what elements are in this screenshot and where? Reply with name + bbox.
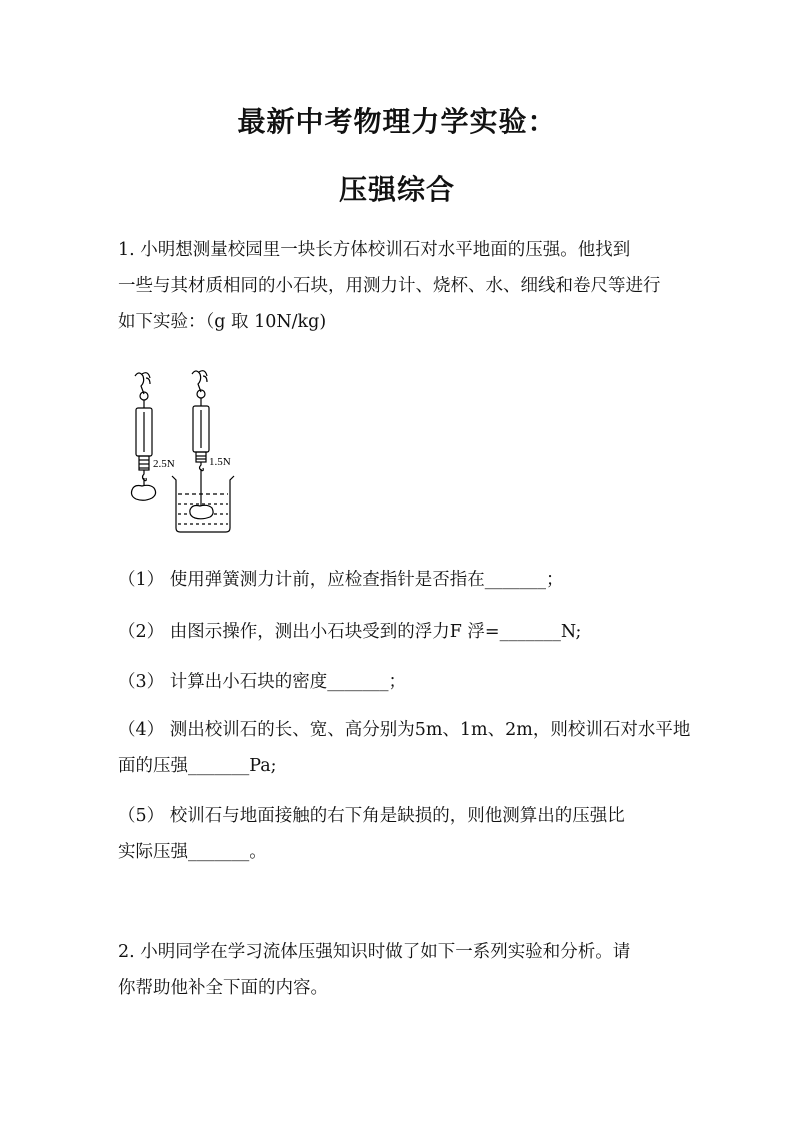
question-2-line: 你帮助他补全下面的内容。 — [118, 978, 328, 998]
sub-question-text: （3） 计算出小石块的密度_______； — [118, 672, 406, 692]
question-1-line: 如下实验：（g 取 10N/kg) — [118, 312, 327, 332]
question-1-stem — [118, 232, 678, 340]
sub-question-3 — [118, 664, 678, 700]
sub-question-text: （5） 校训石与地面接触的右下角是缺损的，则他测算出的压强比 — [118, 806, 625, 826]
sub-question-2 — [118, 614, 678, 650]
sub-question-text: 面的压强_______Pa; — [118, 756, 277, 776]
spring-scale-diagram — [120, 368, 250, 538]
left-stone — [132, 485, 156, 500]
question-1-line: 1. 小明想测量校园里一块长方体校训石对水平地面的压强。他找到 — [118, 240, 631, 260]
sub-question-5 — [118, 798, 678, 870]
experiment-figure — [120, 368, 250, 538]
right-stone — [190, 505, 213, 518]
sub-question-text: （4） 测出校训石的长、宽、高分别为5m、1m、2m，则校训石对水平地 — [118, 720, 691, 740]
question-2-line: 2. 小明同学在学习流体压强知识时做了如下一系列实验和分析。请 — [118, 942, 631, 962]
page-title-line2: 压强综合 — [338, 173, 455, 206]
sub-question-text: 实际压强_______。 — [118, 842, 267, 862]
sub-question-1 — [118, 562, 678, 598]
question-1-line: 一些与其材质相同的小石块，用测力计、烧杯、水、细线和卷尺等进行 — [118, 276, 661, 296]
right-scale-reading: 1.5N — [209, 456, 231, 468]
question-2-stem — [118, 934, 678, 1006]
left-scale-reading: 2.5N — [153, 458, 175, 470]
sub-question-text: （1） 使用弹簧测力计前，应检查指针是否指在_______； — [118, 570, 564, 590]
left-hand-icon — [135, 373, 150, 394]
sub-question-text: （2） 由图示操作，测出小石块受到的浮力F 浮=_______N; — [118, 622, 582, 642]
right-hand-icon — [192, 371, 207, 392]
page-title-line1: 最新中考物理力学实验： — [237, 105, 557, 138]
sub-question-4 — [118, 712, 691, 784]
